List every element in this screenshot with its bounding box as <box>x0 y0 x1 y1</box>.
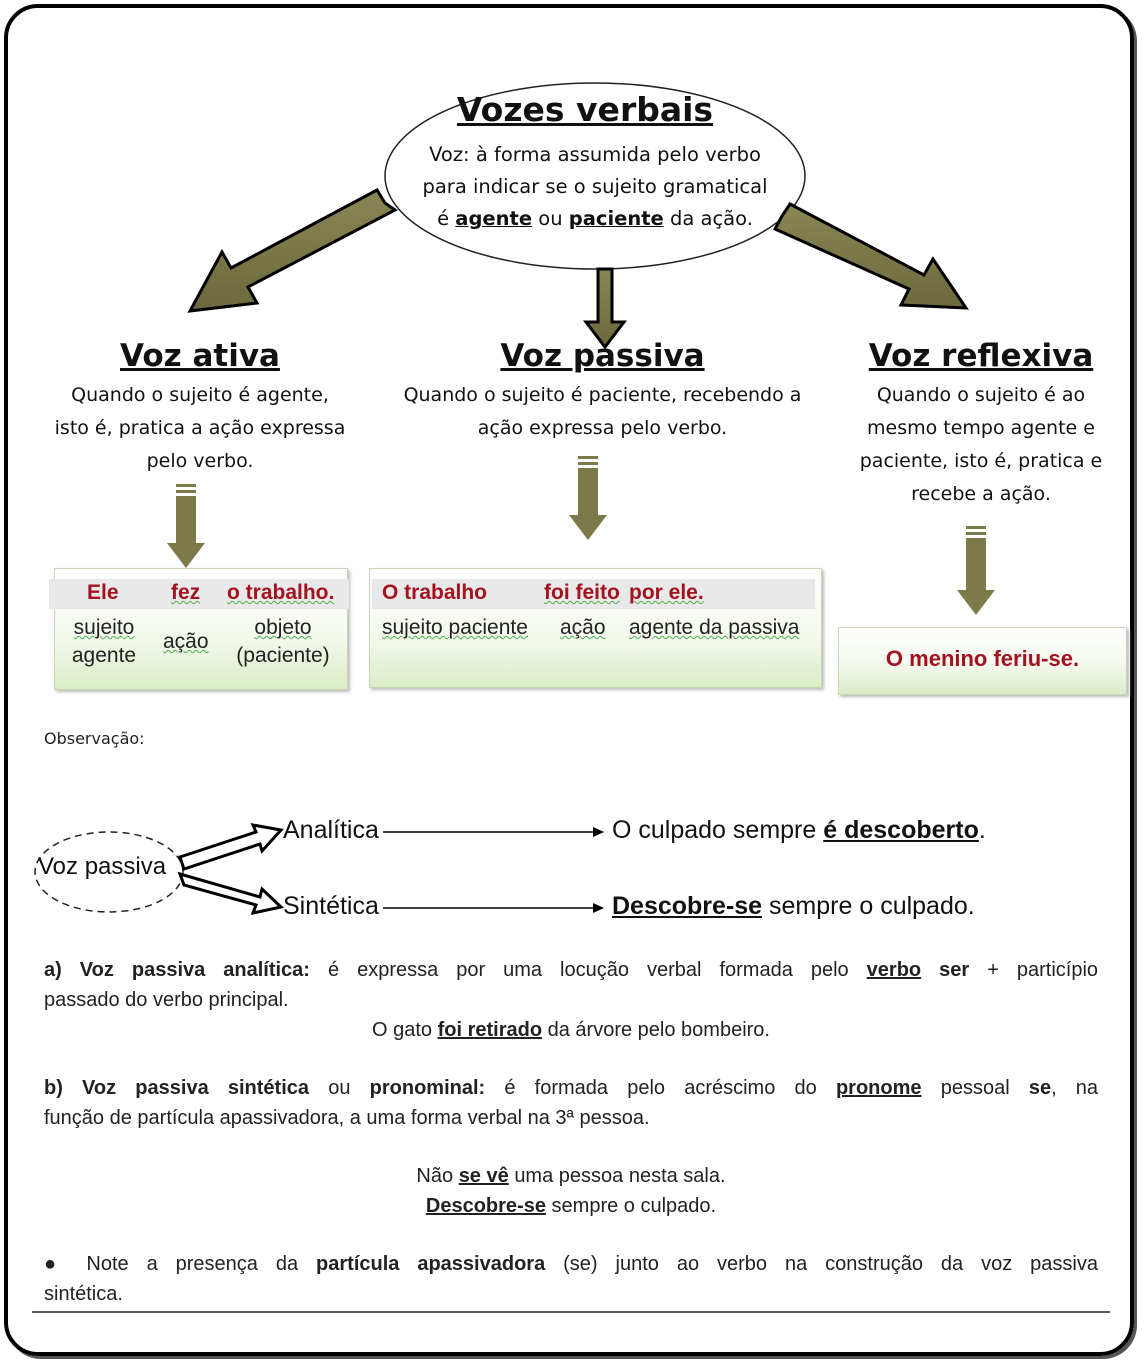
note-b-text1: é formada pelo acréscimo do <box>504 1077 817 1099</box>
passiva-desc-line: Quando o sujeito é paciente, recebendo a <box>403 384 802 406</box>
sintetica-example-post: sempre o culpado. <box>769 892 975 920</box>
note-b-pronominal: pronominal: <box>369 1077 486 1099</box>
note-b-label: b) Voz passiva sintética <box>44 1077 310 1099</box>
ativa-label-verb: ação <box>163 630 209 653</box>
analitica-label: Analítica <box>283 816 379 844</box>
passiva-subject: O trabalho <box>382 581 488 604</box>
bullet-icon: ● <box>44 1253 69 1275</box>
definition-line1: Voz: à forma assumida pelo verbo <box>429 143 761 166</box>
note-a <box>44 955 1098 1045</box>
note-b-se: se <box>1028 1077 1052 1099</box>
note-a-text1: é expressa por uma locução verbal formada pelo <box>327 959 849 981</box>
sintetica-example <box>612 892 975 921</box>
definition-patient: paciente <box>568 207 664 230</box>
reflexiva-title: Voz reflexiva <box>868 338 1094 374</box>
passiva-label-agent: agente da passiva <box>629 616 800 639</box>
reflexiva-desc-line: recebe a ação. <box>911 483 1051 505</box>
note-b-line2: função de partícula apassivadora, a uma forma verbal na 3ª pessoa. <box>44 1107 650 1129</box>
arrow-to-reflexiva <box>775 204 966 308</box>
note-a-label: a) Voz passiva analítica: <box>44 959 310 981</box>
analitica-example-pre: O culpado sempre <box>612 816 817 844</box>
note-a-verbo: verbo <box>866 959 922 981</box>
ativa-object: o trabalho. <box>227 581 335 604</box>
fork-arrow-sintetica <box>180 874 281 913</box>
arrow-to-ativa <box>190 190 395 311</box>
note-c-line2: sintética. <box>44 1283 123 1305</box>
ativa-label-subject <box>69 614 139 670</box>
definition-mid: ou <box>538 207 563 230</box>
note-c-line1 <box>44 1249 1098 1279</box>
note-a-line2: passado do verbo principal. <box>44 989 289 1011</box>
note-b-example2 <box>44 1191 1098 1221</box>
passiva-desc-line: ação expressa pelo verbo. <box>477 417 728 439</box>
ativa-desc-line: isto é, pratica a ação expressa <box>54 417 346 439</box>
note-a-example <box>44 1015 1098 1045</box>
note-a-ex-post: da árvore pelo bombeiro. <box>547 1019 770 1041</box>
reflexiva-desc-line: mesmo tempo agente e <box>867 417 1095 439</box>
passiva-description <box>375 379 830 445</box>
ativa-desc-line: Quando o sujeito é agente, <box>71 384 329 406</box>
definition-line3 <box>390 203 800 235</box>
reflexiva-desc-line: Quando o sujeito é ao <box>876 384 1086 406</box>
observacao-label: Observação: <box>44 729 145 748</box>
arrow-down-reflexiva <box>957 526 995 615</box>
passiva-example-box <box>369 568 822 688</box>
ativa-verb: fez <box>171 581 201 604</box>
passiva-agent: por ele. <box>629 581 704 604</box>
note-b-ex1-post: uma pessoa nesta sala. <box>514 1165 726 1187</box>
passiva-label-subject: sujeito paciente <box>382 616 528 639</box>
passiva-label-verb: ação <box>560 616 606 639</box>
fork-arrow-analitica <box>180 825 281 869</box>
definition-line2: para indicar se o sujeito gramatical <box>422 175 768 198</box>
definition-pre: é <box>437 207 450 230</box>
arrow-down-passiva <box>569 456 607 540</box>
note-c-text1: Note a presença da <box>86 1253 299 1275</box>
reflexiva-example-box <box>838 627 1127 695</box>
line-arrow-sintetica <box>383 903 604 913</box>
reflexiva-desc-line: paciente, isto é, pratica e <box>859 450 1103 472</box>
note-b-example1 <box>44 1161 1098 1191</box>
ativa-subject: Ele <box>87 581 119 604</box>
ativa-label-subject-2: agente <box>71 644 137 667</box>
note-c-bold: partícula apassivadora <box>316 1253 546 1275</box>
line-arrow-analitica <box>383 827 604 837</box>
note-b-text2: pessoal <box>940 1077 1010 1099</box>
voz-passiva-center: Voz passiva <box>38 853 167 880</box>
analitica-example-post: . <box>978 816 986 844</box>
note-a-ex-pre: O gato <box>372 1019 433 1041</box>
ativa-title: Voz ativa <box>120 338 280 374</box>
ativa-label-object-2: (paciente) <box>236 644 330 667</box>
definition-post: da ação. <box>669 207 753 230</box>
reflexiva-example: O menino feriu-se. <box>885 646 1080 671</box>
ativa-label-subject-1: sujeito <box>73 616 135 639</box>
note-b-ex2-post: sempre o culpado. <box>551 1195 717 1217</box>
note-b-pronome: pronome <box>835 1077 922 1099</box>
note-b-text3: , na <box>1051 1077 1099 1099</box>
note-b-ex2-bold: Descobre-se <box>425 1195 546 1217</box>
sintetica-label: Sintética <box>283 892 379 920</box>
note-a-text2: + particípio <box>987 959 1099 981</box>
note-c <box>44 1249 1098 1309</box>
note-b-ex1-bold: se vê <box>458 1165 509 1187</box>
sintetica-example-bold: Descobre-se <box>612 892 763 920</box>
note-b-ex1-pre: Não <box>416 1165 454 1187</box>
ativa-label-object <box>227 614 339 670</box>
note-a-ser: ser <box>939 959 970 981</box>
analitica-example-bold: é descoberto <box>823 816 979 844</box>
passiva-title: Voz passiva <box>500 338 705 374</box>
definition-agent: agente <box>455 207 533 230</box>
note-b <box>44 1073 1098 1133</box>
page-title: Vozes verbais <box>456 90 714 129</box>
reflexiva-description <box>835 379 1127 511</box>
ativa-desc-line: pelo verbo. <box>146 450 254 472</box>
analitica-example <box>612 816 986 845</box>
note-b-line1 <box>44 1073 1098 1103</box>
arrow-to-passiva <box>586 269 624 347</box>
passiva-verb: foi feito <box>544 581 620 604</box>
ativa-description <box>30 379 370 478</box>
note-a-line1 <box>44 955 1098 985</box>
note-c-text2: (se) junto ao verbo na construção da voz passiva <box>563 1253 1098 1275</box>
ativa-label-object-1: objeto <box>254 616 312 639</box>
note-b-examples <box>44 1161 1098 1221</box>
ativa-example-box <box>54 568 348 690</box>
note-b-ou: ou <box>328 1077 351 1099</box>
arrow-down-ativa <box>167 484 205 568</box>
note-a-ex-bold: foi retirado <box>437 1019 543 1041</box>
